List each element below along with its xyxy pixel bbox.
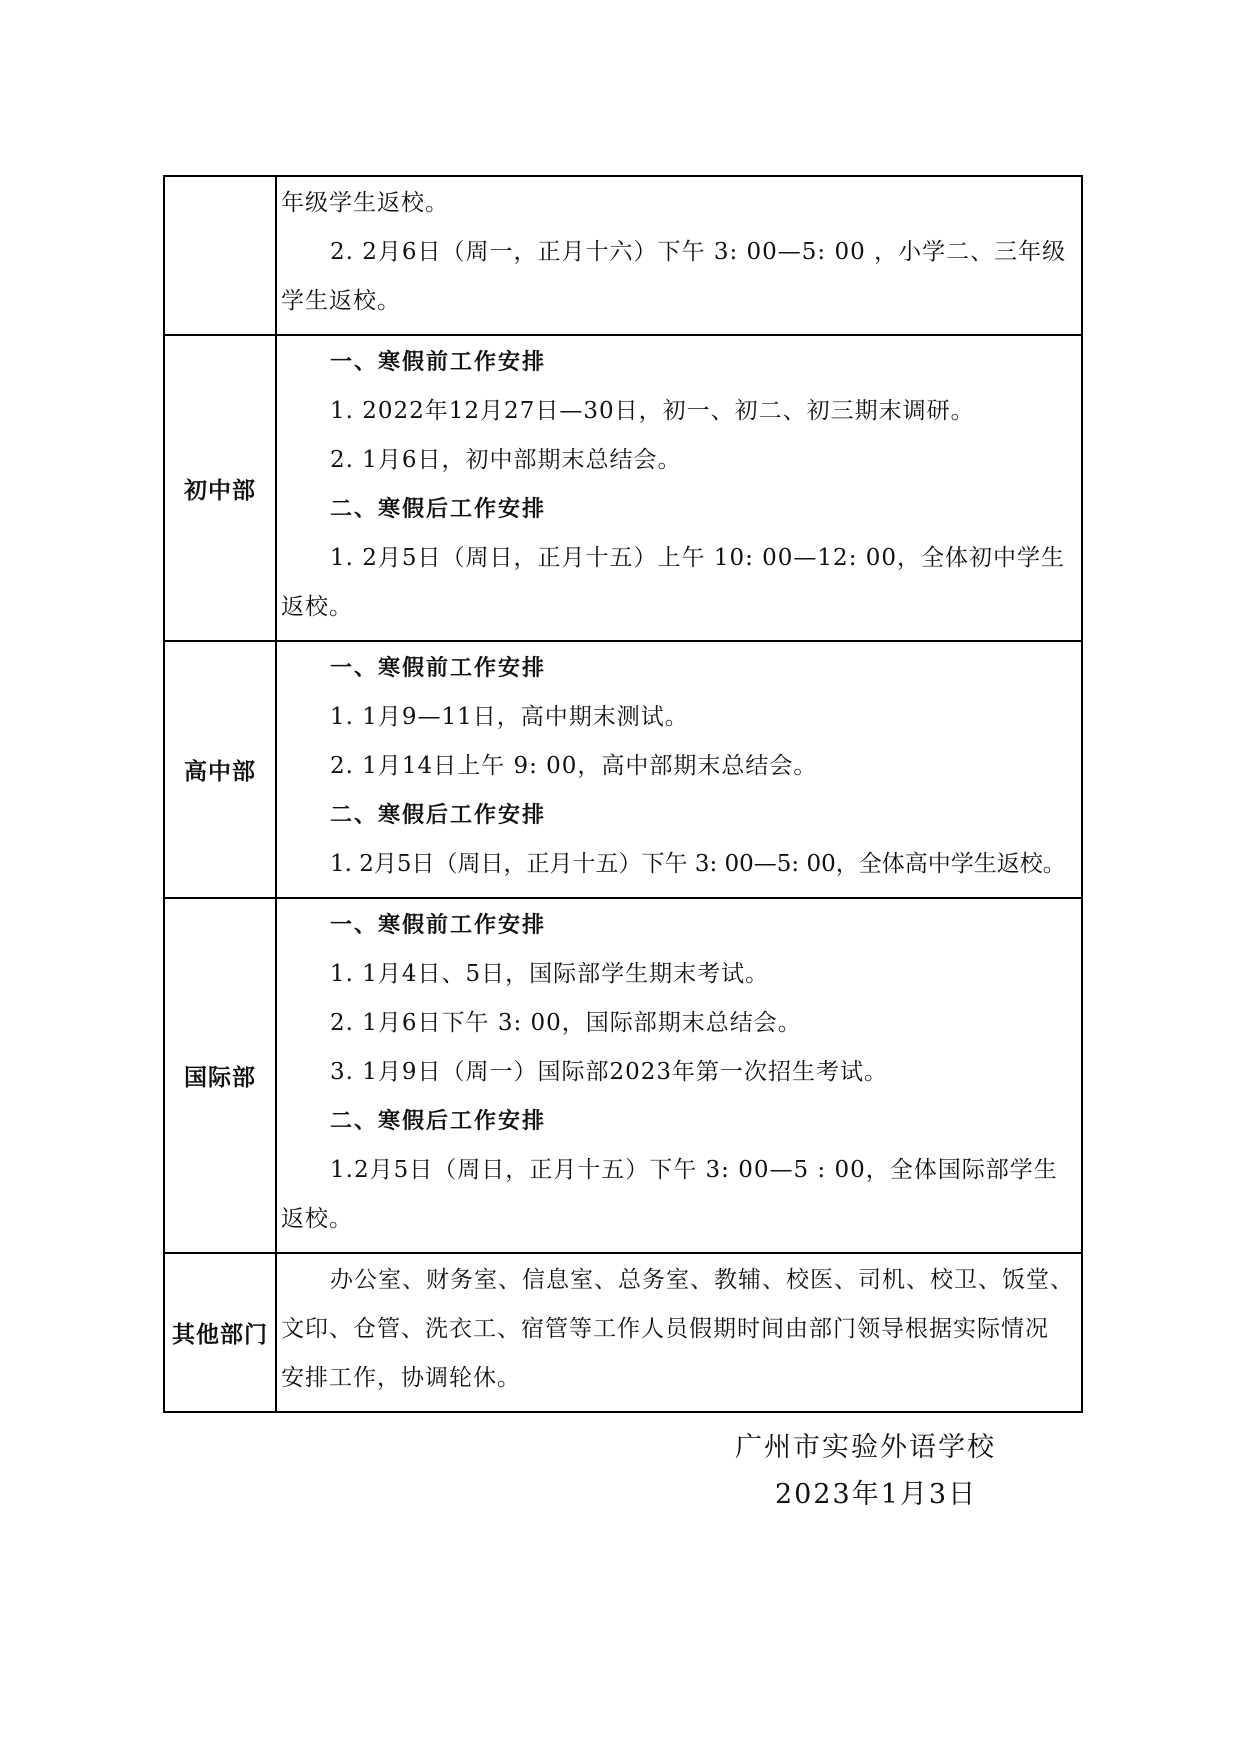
dept-label-other: 其他部门 (164, 1253, 276, 1412)
table-row (164, 641, 1082, 898)
section-heading: 二、寒假后工作安排 (330, 1109, 547, 1134)
section-heading: 一、寒假前工作安排 (330, 656, 547, 681)
text-line: 2. 2月6日（周一，正月十六）下午 3: 00—5: 00 ，小学二、三年级 (330, 239, 1067, 265)
content-cell (276, 335, 1082, 641)
text-line: 返校。 (281, 1206, 353, 1232)
section-heading: 一、寒假前工作安排 (330, 350, 547, 375)
text-line: 返校。 (281, 594, 353, 620)
text-line: 学生返校。 (281, 288, 401, 314)
table-row (164, 898, 1082, 1253)
content-cell (276, 641, 1082, 898)
content-cell (276, 1253, 1082, 1412)
dept-label-senior: 高中部 (164, 641, 276, 898)
section-heading: 二、寒假后工作安排 (330, 497, 547, 522)
section-heading: 一、寒假前工作安排 (330, 913, 547, 938)
dept-label-junior: 初中部 (164, 335, 276, 641)
content-cell (276, 176, 1082, 335)
signature-date: 2023年1月3日 (775, 1479, 978, 1510)
text-line: 办公室、财务室、信息室、总务室、教辅、校医、司机、校卫、饭堂、 (330, 1267, 1074, 1293)
text-line: 安排工作，协调轮休。 (281, 1365, 521, 1391)
text-line: 1. 2月5日（周日，正月十五）下午 3: 00—5: 00，全体高中学生返校。 (330, 851, 1066, 877)
text-line: 3. 1月9日（周一）国际部2023年第一次招生考试。 (330, 1059, 889, 1085)
text-line: 2. 1月6日，初中部期末总结会。 (330, 447, 682, 473)
table-row (164, 1253, 1082, 1412)
text-line: 1.2月5日（周日，正月十五）下午 3: 00—5 : 00，全体国际部学生 (330, 1157, 1058, 1183)
text-line: 1. 2月5日（周日，正月十五）上午 10: 00—12: 00，全体初中学生 (330, 545, 1066, 571)
dept-cell-empty (164, 176, 276, 335)
content-cell (276, 898, 1082, 1253)
school-signature: 广州市实验外语学校 (735, 1432, 996, 1463)
text-line: 2. 1月6日下午 3: 00，国际部期末总结会。 (330, 1010, 802, 1036)
section-heading: 二、寒假后工作安排 (330, 803, 547, 828)
schedule-table (163, 175, 1083, 1413)
text-line: 年级学生返校。 (281, 190, 449, 216)
text-line: 2. 1月14日上午 9: 00，高中部期末总结会。 (330, 753, 818, 779)
dept-label-international: 国际部 (164, 898, 276, 1253)
text-line: 1. 1月4日、5日，国际部学生期末考试。 (330, 961, 770, 987)
table-row (164, 176, 1082, 335)
table-row (164, 335, 1082, 641)
text-line: 1. 1月9—11日，高中期末测试。 (330, 704, 689, 730)
text-line: 1. 2022年12月27日—30日，初一、初二、初三期末调研。 (330, 398, 975, 424)
text-line: 文印、仓管、洗衣工、宿管等工作人员假期时间由部门领导根据实际情况 (281, 1316, 1049, 1342)
